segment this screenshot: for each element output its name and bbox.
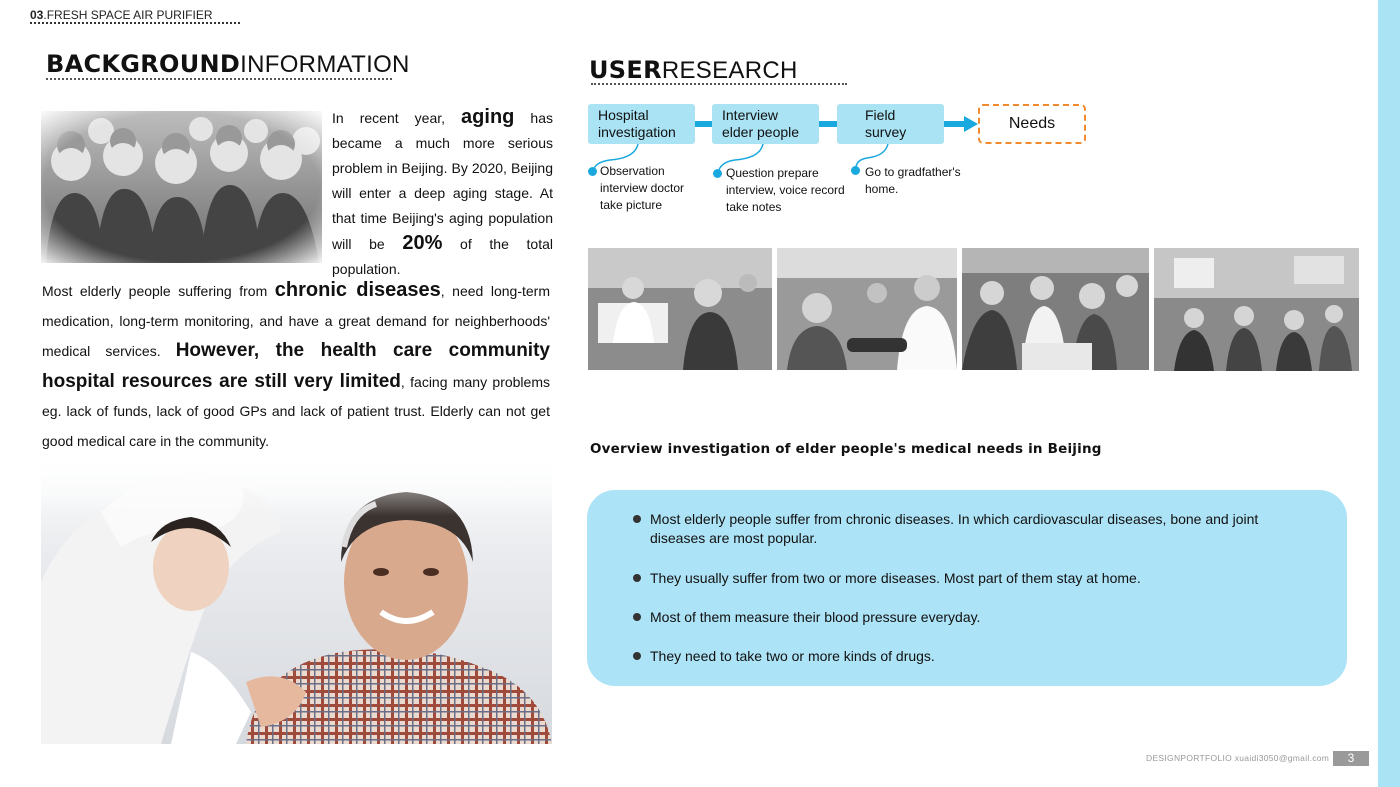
- background-title: [46, 50, 410, 79]
- step-interview-elder-people: Interview elder people: [712, 104, 819, 144]
- footer-text: DESIGNPORTFOLIO xuaidi3050@gmail.com: [1146, 753, 1330, 763]
- para2-text-1: Most elderly people suffering from: [42, 283, 275, 299]
- research-photo-2: [777, 248, 957, 370]
- para1-text-1: In recent year,: [332, 110, 462, 126]
- note-dot-2: [713, 169, 722, 178]
- para2-highlight-resources: However, the health care community hospital resources are still very limited: [42, 340, 550, 392]
- research-title-underline: [591, 83, 847, 85]
- para2-text-2: , need long-term medication, long-term monitoring, and have a great demand for neighberhoods' medical services.: [42, 283, 550, 359]
- flow-arrow-icon: [964, 116, 978, 132]
- background-title-underline: [46, 78, 392, 80]
- nurse-elder-photo: [41, 452, 552, 744]
- research-title: [589, 56, 798, 85]
- background-title-bold: BACKGROUND: [46, 50, 241, 78]
- research-photo-1: [588, 248, 772, 370]
- para1-text-3: of the total population.: [332, 236, 553, 277]
- research-caption: Overview investigation of elder people's medical needs in Beijing: [590, 441, 1102, 457]
- needs-box: Needs: [978, 104, 1086, 144]
- para1-highlight-percent: 20%: [402, 232, 443, 254]
- note-interview: Question prepare interview, voice record take notes: [726, 166, 845, 214]
- header-divider: [30, 22, 240, 24]
- step-hospital-investigation: Hospital investigation: [588, 104, 695, 144]
- finding-item-3: Most of them measure their blood pressure everyday.: [650, 608, 1300, 627]
- background-paragraph-1: [332, 105, 553, 282]
- para2-text-3: , facing many problems eg. lack of funds, lack of good GPs and lack of patient trust. Elderly can not get good medical care in the community.: [42, 373, 550, 449]
- section-header: [30, 8, 213, 22]
- note-hospital: Observation interview doctor take picture: [600, 164, 685, 212]
- para2-highlight-chronic: chronic diseases: [274, 279, 441, 301]
- research-title-light: RESEARCH: [661, 57, 798, 84]
- research-title-bold: USER: [589, 56, 662, 84]
- background-paragraph-2: [42, 276, 550, 456]
- right-accent-bar: [1378, 0, 1400, 787]
- para1-text-2: has became a much more serious problem in Beijing. By 2020, Beijing will enter a deep aging stage. At that time Beijing's aging population will be: [332, 110, 553, 252]
- research-photo-3: [962, 248, 1149, 370]
- note-dot-3: [851, 166, 860, 175]
- section-number: 03: [30, 8, 44, 22]
- finding-item-2: They usually suffer from two or more diseases. Most part of them stay at home.: [650, 569, 1300, 588]
- page-number: 3: [1333, 751, 1369, 766]
- research-photo-4: [1154, 248, 1359, 371]
- elderly-group-photo: [41, 111, 322, 263]
- findings-panel: [587, 490, 1347, 686]
- section-title: .FRESH SPACE AIR PURIFIER: [43, 8, 213, 22]
- para1-highlight-aging: aging: [461, 106, 515, 128]
- flow-connector-1: [694, 121, 714, 127]
- finding-item-1: Most elderly people suffer from chronic diseases. In which cardiovascular diseases, bone and joint diseases are most popular.: [650, 510, 1300, 548]
- step-field-survey: Field survey: [837, 104, 944, 144]
- finding-item-4: They need to take two or more kinds of drugs.: [650, 647, 1300, 666]
- background-title-light: INFORMATION: [240, 51, 410, 78]
- note-field: Go to gradfather's home.: [865, 165, 961, 196]
- note-dot-1: [588, 167, 597, 176]
